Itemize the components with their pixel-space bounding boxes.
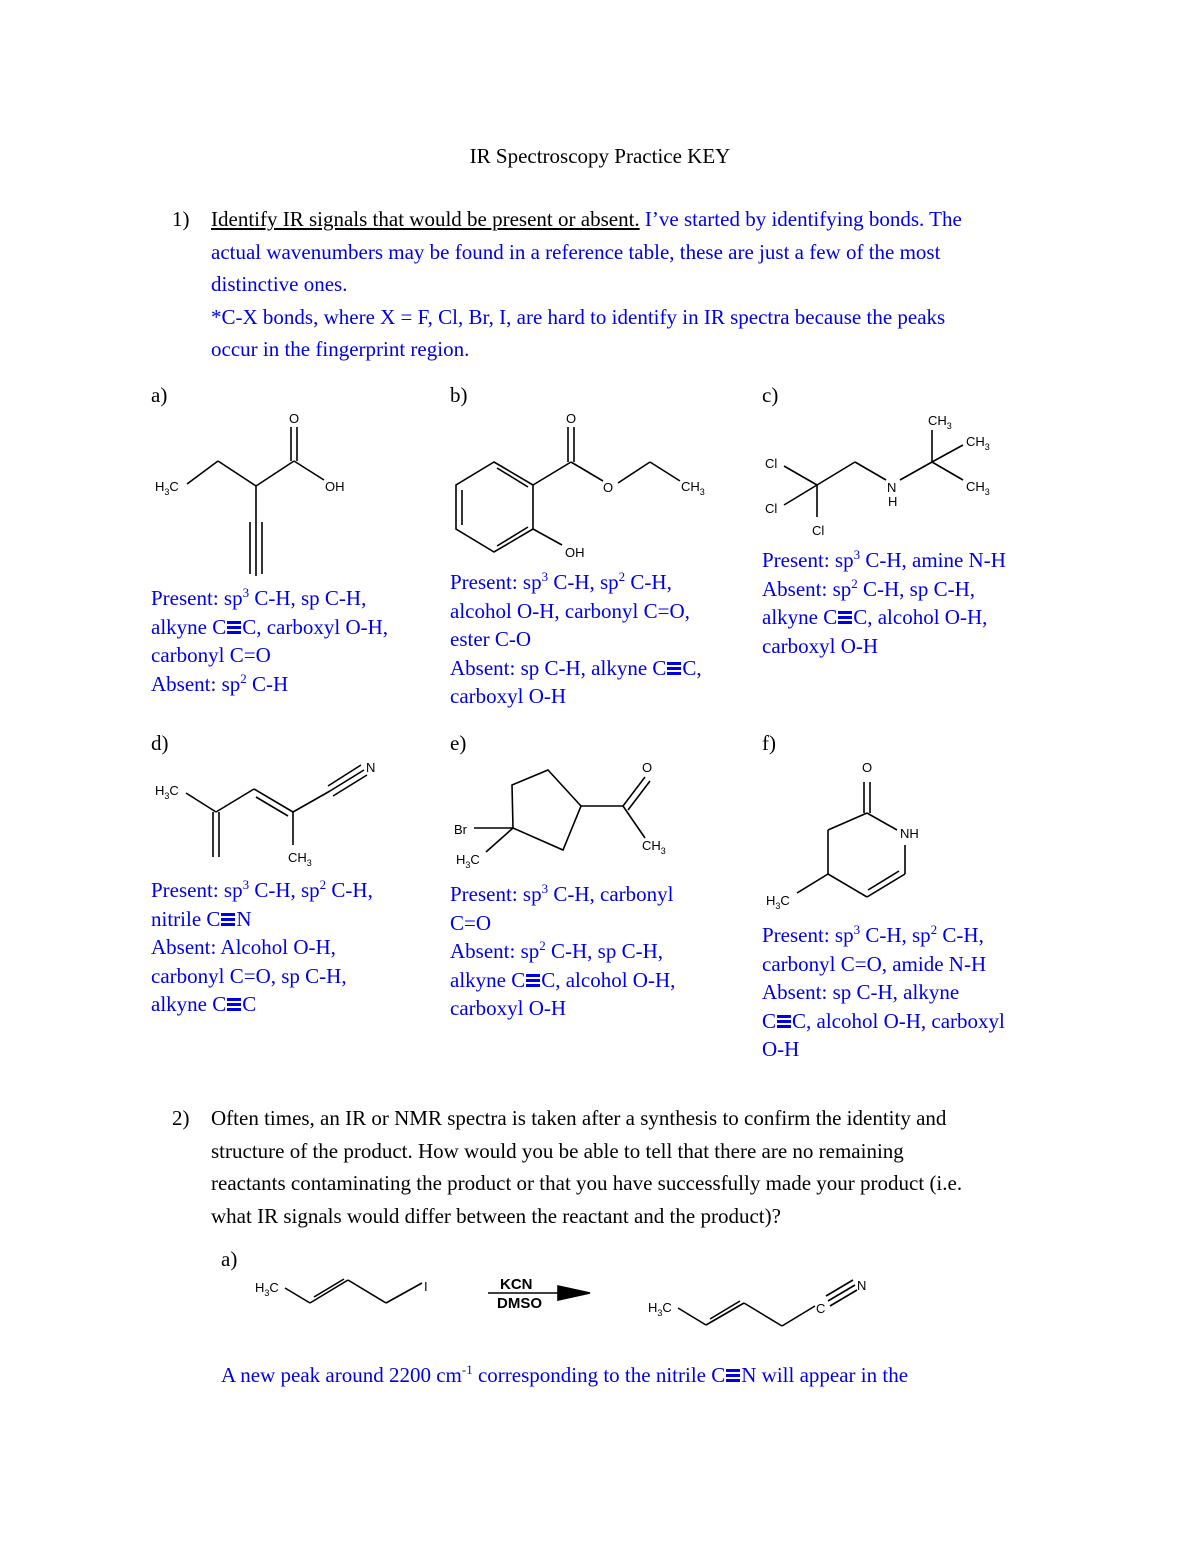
svg-text:N: N bbox=[887, 480, 897, 495]
svg-text:N: N bbox=[366, 760, 376, 775]
svg-text:I: I bbox=[424, 1279, 428, 1294]
part-f-label: f) bbox=[762, 731, 776, 755]
svg-text:O: O bbox=[289, 411, 300, 426]
part-b-label: b) bbox=[450, 383, 468, 407]
question-2-number: 2) bbox=[172, 1106, 190, 1130]
svg-text:H3C: $H_3C$ bbox=[456, 852, 480, 870]
question-1-number: 1) bbox=[172, 207, 190, 231]
question-2-answer: A new peak around 2200 $cm^{-1}$ corresponding to the nitrile C N will appear in the bbox=[221, 1362, 909, 1387]
answer-f: Present: $sp^3$ C-H, $sp^2$ C-H, carbonyl C=O, amide N-H Absent: sp C-H, alkyne C C, alcohol O-H, carboxyl O-H bbox=[762, 922, 1005, 1061]
triple-bond-icon bbox=[227, 997, 241, 1012]
triple-bond-icon bbox=[667, 661, 681, 676]
molecule-b bbox=[456, 411, 705, 560]
answer-c: Present: $sp^3$ C-H, amine N-H Absent: $sp^2$ C-H, sp C-H, alkyne C C, alcohol O-H, carboxyl O-H bbox=[762, 547, 1006, 658]
svg-text:O: O bbox=[862, 760, 873, 775]
question-2-text: Often times, an IR or NMR spectra is taken after a synthesis to confirm the identity and structure of the product. How would you be able to tell that there are no remaining reactants contaminating the product or that you have successfully made your product (i.e. what IR signals would differ between the reactant and the product)? bbox=[211, 1106, 963, 1228]
svg-text:CH3: $CH_3$ bbox=[288, 850, 312, 868]
svg-text:H3C: $H_3C$ bbox=[648, 1300, 672, 1318]
svg-text:O: O bbox=[642, 760, 653, 775]
molecule-c bbox=[765, 413, 990, 538]
svg-text:Cl: Cl bbox=[765, 456, 778, 471]
triple-bond-icon bbox=[726, 1368, 740, 1383]
question-1-note-3: distinctive ones. bbox=[211, 272, 348, 296]
triple-bond-icon bbox=[221, 912, 235, 927]
svg-text:CH3: $CH_3$ bbox=[966, 479, 990, 497]
svg-text:N: N bbox=[857, 1278, 867, 1293]
part-c-label: c) bbox=[762, 383, 779, 407]
svg-text:OH: OH bbox=[565, 545, 585, 560]
svg-text:CH3: $CH_3$ bbox=[928, 413, 952, 431]
svg-text:C: C bbox=[816, 1301, 826, 1316]
svg-text:H3C: $H_3C$ bbox=[255, 1280, 279, 1298]
triple-bond-icon bbox=[777, 1014, 791, 1029]
answer-d: Present: $sp^3$ C-H, $sp^2$ C-H, nitrile C N Absent: Alcohol O-H, carbonyl C=O, sp C-H, alkyne C C bbox=[151, 877, 373, 1016]
page-title: IR Spectroscopy Practice KEY bbox=[469, 144, 731, 168]
triple-bond-icon bbox=[526, 973, 540, 988]
svg-text:O: O bbox=[566, 411, 577, 426]
molecule-d bbox=[155, 760, 375, 868]
svg-text:CH3: $CH_3$ bbox=[642, 838, 666, 856]
part-a-label: a) bbox=[151, 383, 168, 407]
molecule-a bbox=[155, 411, 345, 576]
svg-text:Cl: Cl bbox=[812, 523, 825, 538]
part-e-label: e) bbox=[450, 731, 467, 755]
answer-e: Present: $sp^3$ C-H, carbonyl C=O Absent: $sp^2$ C-H, sp C-H, alkyne C C, alcohol O-H, carboxyl O-H bbox=[450, 881, 676, 1020]
answer-a: Present: $sp^3$ C-H, sp C-H, alkyne C C, carboxyl O-H, carbonyl C=O Absent: $sp^2$ C-H bbox=[151, 585, 389, 696]
part-d-label: d) bbox=[151, 731, 169, 755]
molecule-f bbox=[766, 760, 919, 911]
svg-text:Br: Br bbox=[454, 822, 467, 837]
question-1-note-1: I’ve started by identifying bonds. The bbox=[639, 207, 962, 231]
molecule-e bbox=[454, 760, 666, 870]
question-1-note-2: actual wavenumbers may be found in a reference table, these are just a few of the most bbox=[211, 239, 941, 264]
svg-text:H: H bbox=[888, 494, 898, 509]
svg-text:CH3: $CH_3$ bbox=[681, 479, 705, 497]
question-1-note-5: occur in the fingerprint region. bbox=[211, 337, 470, 361]
triple-bond-icon bbox=[227, 620, 241, 635]
question-1-note-4: *C-X bonds, where X = F, Cl, Br, I, are hard to identify in IR spectra because the peaks bbox=[211, 304, 946, 329]
svg-text:H3C: $H_3C$ bbox=[766, 893, 790, 911]
question-1-instruction: Identify IR signals that would be present or absent. bbox=[211, 207, 640, 231]
answer-b: Present: $sp^3$ C-H, $sp^2$ C-H, alcohol O-H, carbonyl C=O, ester C-O Absent: sp C-H, alkyne C C, carboxyl O-H bbox=[450, 569, 702, 708]
svg-text:O: O bbox=[603, 480, 614, 495]
svg-text:OH: OH bbox=[325, 479, 345, 494]
svg-text:Cl: Cl bbox=[765, 501, 778, 516]
reagent-top: KCN bbox=[500, 1276, 533, 1293]
question-2-part-a-label: a) bbox=[221, 1247, 238, 1271]
atom-label: $H_3C$ bbox=[155, 479, 179, 497]
svg-text:CH3: $CH_3$ bbox=[966, 434, 990, 452]
svg-text:NH: NH bbox=[900, 826, 919, 841]
triple-bond-icon bbox=[838, 610, 852, 625]
svg-text:H3C: $H_3C$ bbox=[155, 783, 179, 801]
reaction-scheme bbox=[255, 1278, 866, 1326]
reagent-bottom: DMSO bbox=[497, 1295, 542, 1312]
